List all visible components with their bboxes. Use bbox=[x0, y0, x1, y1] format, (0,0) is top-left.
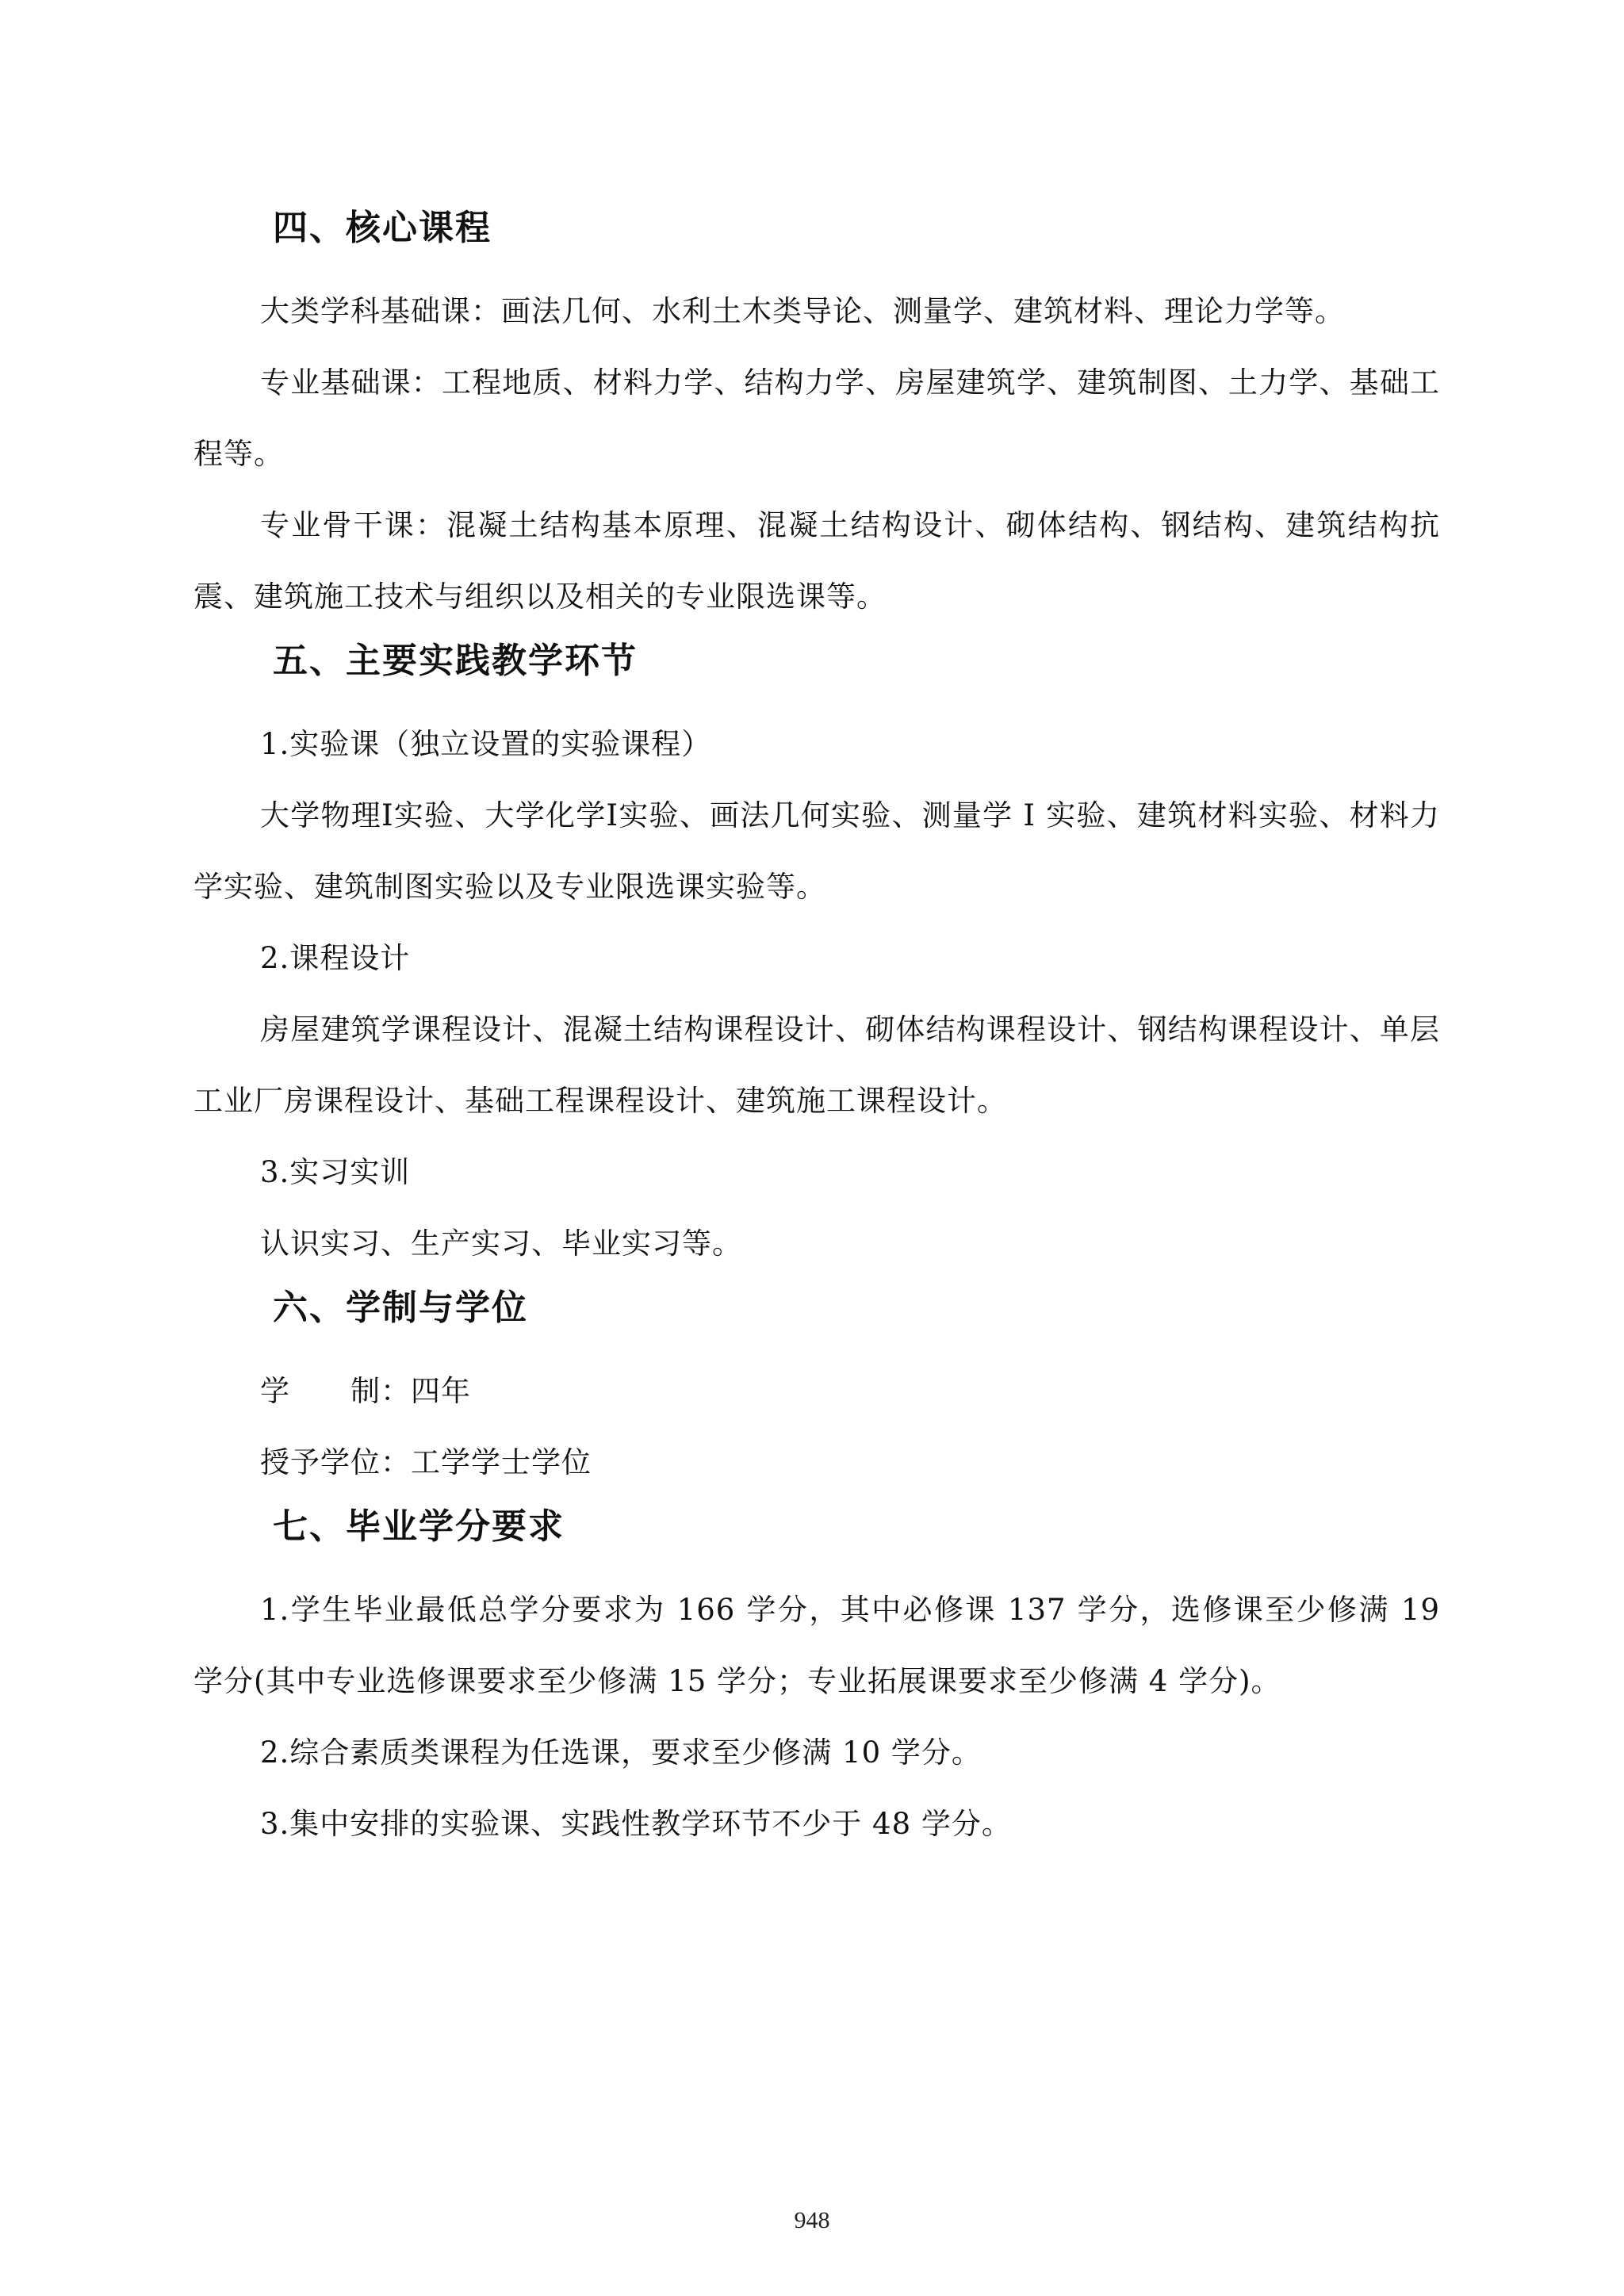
section-heading: 七、毕业学分要求 bbox=[273, 1506, 565, 1547]
section-heading: 四、核心课程 bbox=[273, 208, 492, 248]
section-heading: 五、主要实践教学环节 bbox=[273, 641, 638, 681]
paragraph: 学 制：四年 bbox=[260, 1374, 471, 1408]
page-number: 948 bbox=[794, 2207, 830, 2233]
section-degree bbox=[193, 1284, 1440, 1498]
paragraph: 大学物理Ⅰ实验、大学化学Ⅰ实验、画法几何实验、测量学 Ⅰ 实验、建筑材料实验、材料力学实验、建筑制图实验以及专业限选课实验等。 bbox=[193, 798, 1440, 904]
section-core-courses bbox=[193, 205, 1440, 633]
paragraph: 专业基础课：工程地质、材料力学、结构力学、房屋建筑学、建筑制图、土力学、基础工程等。 bbox=[193, 365, 1440, 471]
paragraph: 1.学生毕业最低总学分要求为 166 学分，其中必修课 137 学分，选修课至少修满 19 学分(其中专业选修课要求至少修满 15 学分；专业拓展课要求至少修满 4 学分)。 bbox=[193, 1593, 1440, 1698]
paragraph: 大类学科基础课：画法几何、水利土木类导论、测量学、建筑材料、理论力学等。 bbox=[260, 294, 1345, 328]
document-body bbox=[193, 205, 1440, 1865]
section-heading: 六、学制与学位 bbox=[273, 1288, 528, 1328]
paragraph: 房屋建筑学课程设计、混凝土结构课程设计、砌体结构课程设计、钢结构课程设计、单层工业厂房课程设计、基础工程课程设计、建筑施工课程设计。 bbox=[193, 1012, 1440, 1118]
paragraph: 认识实习、生产实习、毕业实习等。 bbox=[260, 1226, 742, 1261]
section-credits bbox=[193, 1503, 1440, 1860]
paragraph: 授予学位：工学学士学位 bbox=[260, 1445, 592, 1479]
paragraph: 2.课程设计 bbox=[260, 941, 411, 975]
paragraph: 3.集中安排的实验课、实践性教学环节不少于 48 学分。 bbox=[260, 1807, 1012, 1841]
paragraph: 专业骨干课：混凝土结构基本原理、混凝土结构设计、砌体结构、钢结构、建筑结构抗震、建筑施工技术与组织以及相关的专业限选课等。 bbox=[193, 508, 1440, 614]
paragraph: 3.实习实训 bbox=[260, 1155, 411, 1189]
paragraph: 1.实验课（独立设置的实验课程） bbox=[260, 727, 712, 761]
section-practice bbox=[193, 637, 1440, 1280]
paragraph: 2.综合素质类课程为任选课，要求至少修满 10 学分。 bbox=[260, 1735, 982, 1770]
